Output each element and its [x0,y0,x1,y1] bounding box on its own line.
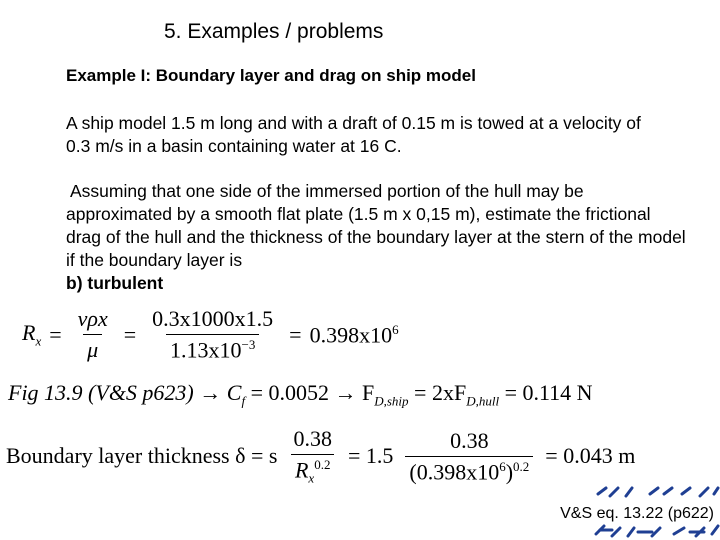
assumption-paragraph [66,180,686,295]
drag-equation: Fig 13.9 (V&S $p623) \to C_f = 0.0052 \to F_{D,ship} = 2xF_{D,hull} = 0.114$ N [8,380,593,409]
thickness-equation: Boundary layer thickness δ = s $\frac{0.38}{R_x^{0.2}}$ = 1.5 $\frac{0.38}{(0.398x10^6)^{0.2}}$ = 0.043 m [6,426,636,486]
case-label: b) turbulent [66,273,164,293]
reynolds-equation: $R_x$ = $\frac{\text{vρx}}{\mu}$ = $\frac{0.3x1000x1.5}{1.13x10^{-3}}$ = $0.398x10^6$ [22,306,399,363]
reynolds-definition-fraction: $\frac{\text{vρx}}{\mu}$ [77,306,108,363]
example-heading: Example I: Boundary layer and drag on ship model [66,66,476,85]
reynolds-values-fraction: $\frac{0.3x1000x1.5}{1.13x10^{-3}}$ [152,306,274,363]
reference-citation: V&S eq. 13.22 (p622) [560,505,714,522]
problem-statement: A ship model 1.5 m long and with a draft of 0.15 m is towed at a velocity of 0.3 m/s in a basin containing water at 16 C. [66,113,641,156]
thickness-result: = 0.043 m [545,443,636,469]
assumption-text: Assuming that one side of the immersed portion of the hull may be approximated by a smooth flat plate (1.5 m x 0,15 m), estimate the frictional drag of the hull and the thickness of the boundary layer at the stern of the model if the boundary layer is [66,181,686,270]
thickness-formula-fraction: $\frac{0.38}{R_x^{0.2}}$ [289,426,336,487]
thickness-label: Boundary layer thickness δ = s [6,443,278,469]
slide-title: 5. Examples / problems [164,20,384,43]
reynolds-symbol: $R_x$ [22,319,42,349]
reynolds-result: $0.398x10^6$ [309,321,399,347]
thickness-values-fraction: $\frac{0.38}{(0.398x10^6)^{0.2}}$ [405,428,533,485]
